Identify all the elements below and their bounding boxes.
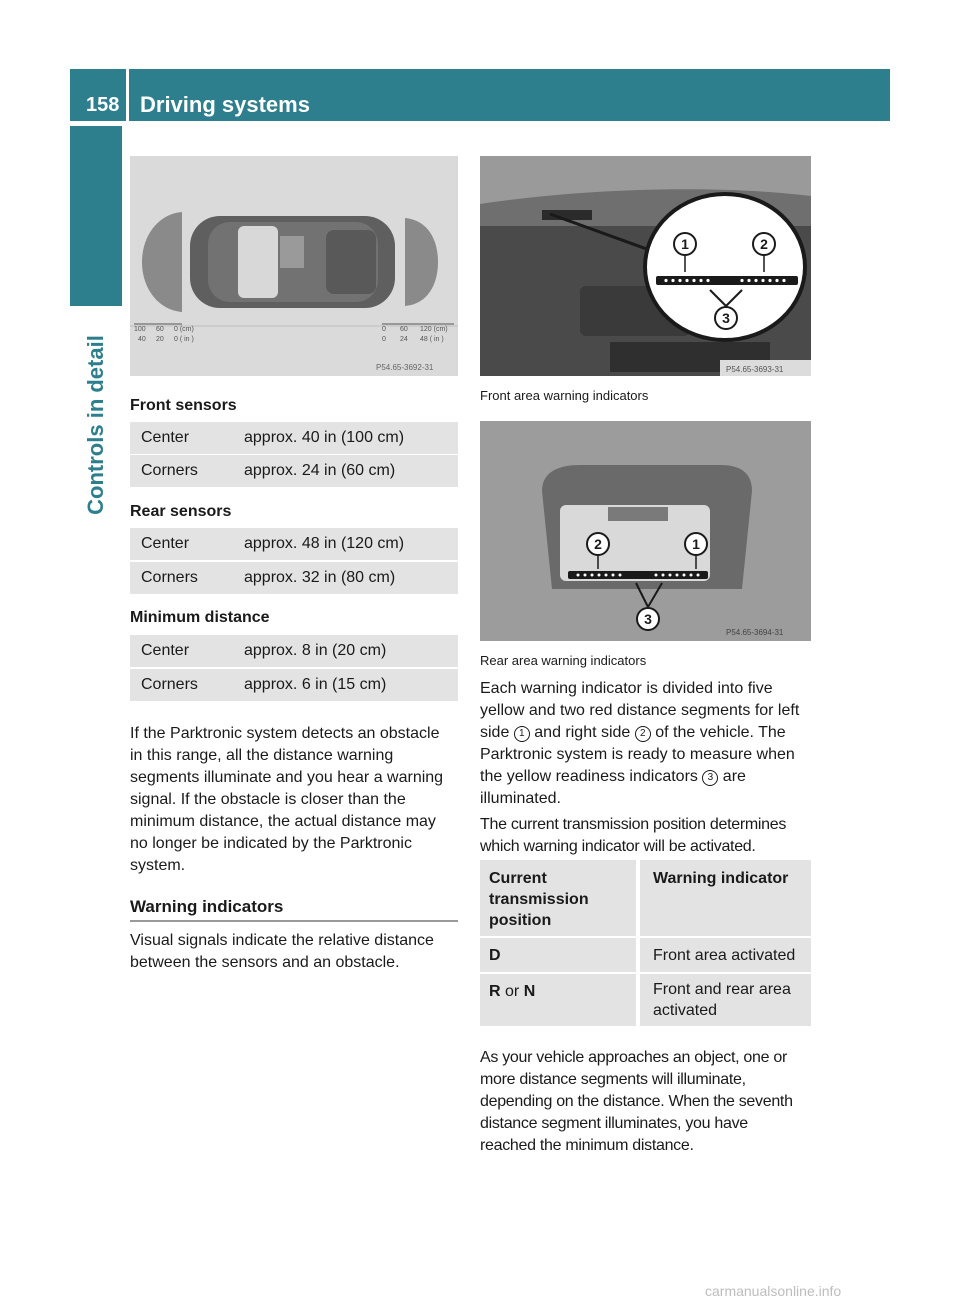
text-line: If the Parktronic system detects an obstacle [130,725,440,742]
callout-3: 3 [722,310,730,326]
table-cell: Front area activated [653,947,796,964]
row-value: approx. 6 in (15 cm) [244,676,387,693]
callout-1-symbol: 1 [514,726,530,742]
scale-right-cm-1: 0 [382,326,386,333]
minimum-corners-row [130,669,458,701]
parking-sensor-range-figure [130,156,458,376]
table-header-indicator [640,860,811,936]
front-corners-row [130,455,458,487]
text-line [480,766,799,788]
callout-3-symbol: 3 [702,770,718,786]
table-cell: Front and rear area activated [653,981,791,1019]
figure-code: P54.65-3694-31 [726,628,784,637]
table-header-position [480,860,636,936]
obstacle-paragraph [130,723,443,877]
front-center-row [130,422,458,454]
front-figure-caption: Front area warning indicators [480,388,649,403]
row-value: approx. 32 in (80 cm) [244,569,396,586]
text-fragment: are [722,768,746,785]
table-row [640,938,811,972]
section-rule [130,920,458,922]
table-header-text: Current transmission position [489,870,589,929]
front-area-indicator-figure [480,156,811,376]
text-line [480,722,799,744]
rear-figure-caption: Rear area warning indicators [480,653,647,668]
side-tab-block [70,126,122,306]
text-line: Visual signals indicate the relative distance [130,932,434,949]
text-line: depending on the distance. When the seventh [480,1093,793,1110]
scale-left-in-1: 40 [138,336,146,343]
table-row [480,974,636,1026]
scale-left-in-3: 0 ( in ) [174,336,194,343]
rear-center-row [130,528,458,560]
text-line: in this range, all the distance warning [130,747,394,764]
row-label: Corners [141,676,198,693]
scale-left-cm-1: 100 [134,326,146,333]
scale-right-in-2: 24 [400,336,408,343]
text-fragment: side [480,724,510,741]
text-line: The current transmission position determines [480,816,787,833]
scale-right-in-1: 0 [382,336,386,343]
text-line: As your vehicle approaches an object, one or [480,1049,787,1066]
text-line: distance segment illuminates, you have [480,1115,748,1132]
row-label: Corners [141,462,198,479]
row-label: Corners [141,569,198,586]
callout-1: 1 [692,536,700,552]
header-separator [126,69,129,121]
text-line: segments illuminate and you hear a warning [130,769,444,786]
callout-1: 1 [681,236,689,252]
rear-corners-row [130,562,458,594]
row-value: approx. 24 in (60 cm) [244,462,396,479]
text-line: system. [130,857,186,874]
table-row [640,974,811,1026]
callout-2: 2 [760,236,768,252]
gear-r: R [489,983,501,1000]
figure-code: P54.65-3692-31 [376,363,434,372]
rear-area-indicator-figure [480,421,811,641]
text-line: minimum distance, the actual distance may [130,813,436,830]
row-value: approx. 40 in (100 cm) [244,429,405,446]
table-cell [489,981,535,1002]
scale-right-in-3: 48 ( in ) [420,336,444,343]
row-label: Center [141,535,190,552]
row-label: Center [141,642,190,659]
figure-code: P54.65-3693-31 [726,365,784,374]
warning-indicators-heading: Warning indicators [130,897,284,916]
side-tab-label: Controls in detail [83,335,108,515]
text-line: Each warning indicator is divided into five [480,680,773,697]
gear-n: N [523,983,536,1000]
scale-left-in-2: 20 [156,336,164,343]
page-title: Driving systems [140,92,310,117]
rear-sensors-heading: Rear sensors [130,503,232,520]
text-line: yellow and two red distance segments for left [480,702,800,719]
callout-3: 3 [644,611,652,627]
scale-right-cm-3: 120 (cm) [420,326,448,333]
scale-left-cm-3: 0 (cm) [174,326,194,333]
approach-paragraph [480,1047,793,1157]
text-line: which warning indicator will be activated. [480,838,756,855]
page-number: 158 [86,94,120,116]
text-line: more distance segments will illuminate, [480,1071,746,1088]
scale-left-cm-2: 60 [156,326,164,333]
minimum-center-row [130,635,458,667]
or-text: or [505,983,520,1000]
minimum-distance-heading: Minimum distance [130,609,270,626]
row-value: approx. 48 in (120 cm) [244,535,405,552]
text-line: Parktronic system is ready to measure when [480,746,795,763]
table-header-text: Warning indicator [653,870,789,887]
text-line: signal. If the obstacle is closer than the [130,791,406,808]
visual-signals-paragraph [130,930,434,974]
row-value: approx. 8 in (20 cm) [244,642,387,659]
callout-2: 2 [594,536,602,552]
text-line: between the sensors and an obstacle. [130,954,400,971]
text-line: no longer be indicated by the Parktronic [130,835,412,852]
text-line: reached the minimum distance. [480,1137,694,1154]
row-label: Center [141,429,190,446]
text-line: illuminated. [480,790,561,807]
table-cell: D [489,947,501,964]
text-fragment: and right side [534,724,631,741]
transmission-paragraph [480,814,786,858]
segments-paragraph [480,678,799,810]
scale-right-cm-2: 60 [400,326,408,333]
text-fragment: the yellow readiness indicators [480,768,698,785]
table-row [480,938,636,972]
callout-2-symbol: 2 [635,726,651,742]
watermark: carmanualsonline.info [705,1283,842,1299]
front-sensors-heading: Front sensors [130,397,237,414]
text-fragment: of the vehicle. The [655,724,786,741]
side-tab [70,310,122,540]
